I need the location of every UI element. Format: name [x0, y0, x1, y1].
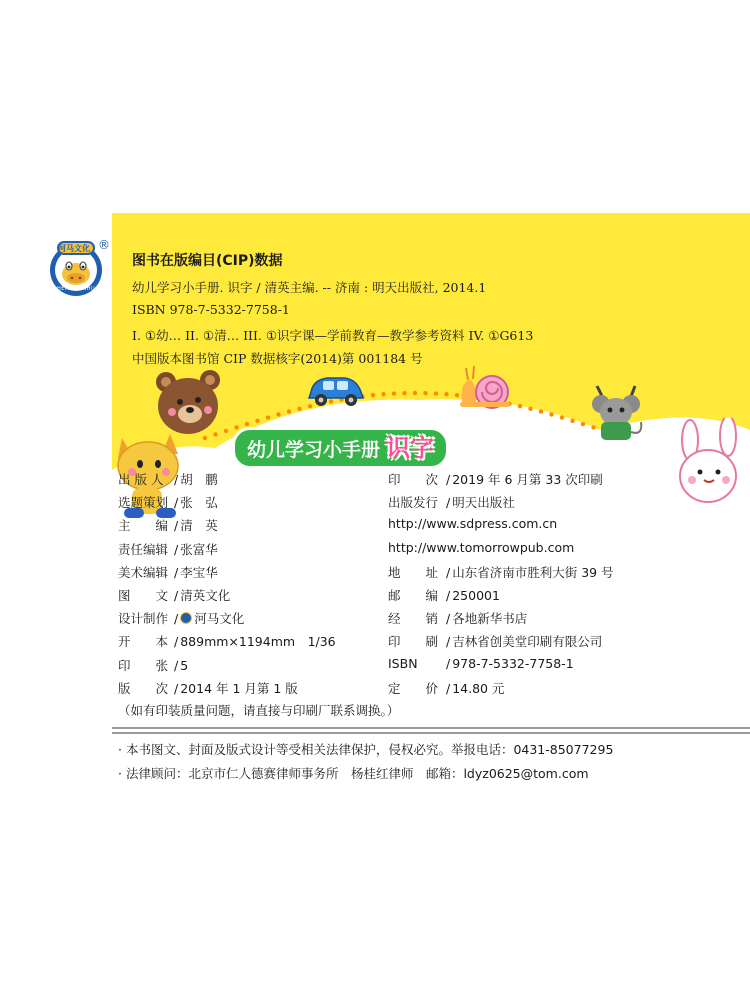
right-info-row	[388, 540, 574, 555]
legal-advisor-line: · 法律顾问：北京市仁人德赛律师事务所 杨桂红律师 邮箱：ldyz0625@tom.com	[118, 766, 589, 781]
cip-line-3: I. ①幼… II. ①清… III. ①识字课—学前教育—教学参考资料 IV. ①G613	[132, 328, 534, 343]
separator-slash: /	[174, 472, 179, 487]
left-info-label: 印 张	[118, 657, 169, 673]
decorative-dot	[287, 409, 291, 413]
logo-text: 河马文化	[58, 244, 90, 253]
car-illustration	[305, 372, 367, 408]
right-info-row	[388, 656, 574, 671]
left-info-label: 责任编辑	[118, 541, 169, 557]
separator-slash: /	[174, 495, 179, 511]
left-info-row	[118, 563, 218, 581]
hippo-mini-icon	[180, 612, 192, 624]
right-info-value: 978-7-5332-7758-1	[452, 655, 574, 671]
right-info-value: 吉林省创美堂印刷有限公司	[452, 634, 603, 650]
cip-line-1: 幼儿学习小手册. 识字 / 清英主编. -- 济南 : 明天出版社, 2014.1	[132, 280, 487, 295]
right-info-row	[388, 470, 603, 488]
cip-title: 图书在版编目(CIP)数据	[132, 253, 283, 269]
right-info-label: 地 址	[388, 564, 439, 580]
left-info-value: 河马文化	[194, 611, 245, 627]
separator-slash: /	[446, 472, 451, 487]
separator-slash: /	[174, 564, 179, 580]
separator-slash: /	[446, 564, 451, 580]
right-info-label: 经 销	[388, 611, 439, 627]
left-info-value: 胡 鹏	[180, 472, 218, 487]
left-info-label: 美术编辑	[118, 564, 169, 580]
right-info-value: 山东省济南市胜利大街 39 号	[452, 564, 614, 580]
right-info-label: 印 刷	[388, 634, 439, 650]
title-banner	[232, 427, 449, 469]
right-info-row	[388, 679, 504, 697]
left-info-value: 李宝华	[180, 564, 218, 580]
right-info-value: http://www.tomorrowpub.com	[388, 539, 575, 555]
decorative-dot	[528, 407, 532, 411]
decorative-dot	[402, 391, 406, 395]
decorative-dot	[434, 391, 438, 395]
publisher-logo	[44, 236, 120, 298]
banner-title: 幼儿学习小手册	[247, 439, 381, 461]
left-info-label: 出 版 人	[118, 472, 164, 487]
right-info-row	[388, 516, 557, 531]
right-info-value: 2019 年 6 月第 33 次印刷	[452, 472, 603, 487]
separator-slash: /	[446, 588, 451, 603]
left-info-label: 版 次	[118, 680, 169, 696]
rabbit-illustration	[668, 418, 750, 514]
decorative-dot	[560, 415, 564, 419]
decorative-dot	[266, 415, 270, 419]
right-info-row	[388, 493, 515, 511]
separator-slash: /	[446, 634, 451, 650]
separator-slash: /	[174, 680, 179, 696]
right-info-label: 邮 编	[388, 588, 439, 603]
left-info-row	[118, 586, 230, 604]
decorative-dot	[549, 412, 553, 416]
decorative-dot	[570, 419, 574, 423]
right-info-row	[388, 609, 527, 627]
right-info-row	[388, 632, 602, 650]
banner-highlight: 识字	[386, 434, 435, 462]
left-info-row	[118, 656, 188, 674]
left-info-value: 5	[180, 657, 189, 673]
separator-slash: /	[174, 518, 179, 534]
separator-slash: /	[446, 611, 451, 627]
separator-slash: /	[446, 495, 451, 511]
decorative-dot	[444, 392, 448, 396]
separator-slash: /	[174, 588, 179, 603]
right-info-label: 出版发行	[388, 495, 439, 511]
left-info-row	[118, 470, 218, 488]
left-info-row	[118, 493, 218, 511]
right-info-row	[388, 563, 614, 581]
decorative-dot	[423, 391, 427, 395]
left-info-label: 主 编	[118, 518, 169, 534]
decorative-dot	[234, 425, 238, 429]
separator-slash: /	[174, 541, 179, 557]
left-info-value: 清英文化	[180, 588, 231, 603]
decorative-dot	[371, 393, 375, 397]
decorative-dot	[224, 429, 228, 433]
right-info-label: 印 次	[388, 472, 439, 487]
cip-line-4: 中国版本图书馆 CIP 数据核字(2014)第 001184 号	[132, 351, 423, 366]
separator-slash: /	[174, 657, 179, 673]
copyright-line: · 本书图文、封面及版式设计等受相关法律保护，侵权必究。举报电话：0431-85077295	[118, 742, 614, 757]
right-info-value: 各地新华书店	[452, 611, 528, 627]
left-info-row	[118, 516, 218, 534]
left-info-row	[118, 609, 244, 627]
left-info-value: 张 弘	[180, 495, 218, 511]
right-info-row	[388, 586, 500, 604]
logo-ring-text: HEMAWENHUA	[57, 286, 100, 292]
separator-slash: /	[174, 611, 179, 627]
right-info-label: ISBN	[388, 655, 418, 671]
right-info-value: http://www.sdpress.com.cn	[388, 516, 558, 532]
cip-line-2: ISBN 978-7-5332-7758-1	[132, 302, 290, 317]
decorative-dot	[245, 422, 249, 426]
right-info-value: 250001	[452, 588, 500, 603]
left-info-value: 清 英	[180, 518, 218, 534]
decorative-dot	[413, 391, 417, 395]
decorative-dot	[297, 407, 301, 411]
right-info-label: 定 价	[388, 680, 439, 696]
left-info-label: 图 文	[118, 588, 169, 603]
left-info-label: 开 本	[118, 634, 169, 650]
left-info-value: 889mm×1194mm 1/36	[180, 634, 336, 650]
left-info-row	[118, 540, 218, 558]
decorative-dot	[255, 419, 259, 423]
left-info-row	[118, 632, 336, 650]
left-info-value: 张富华	[180, 541, 218, 557]
decorative-dot	[518, 404, 522, 408]
left-info-label: 设计制作	[118, 611, 169, 627]
left-info-row	[118, 679, 298, 697]
decorative-dot	[276, 412, 280, 416]
registered-mark: ®	[98, 238, 110, 252]
snail-illustration	[458, 362, 514, 410]
separator-slash: /	[446, 680, 451, 696]
quality-notice: （如有印装质量问题，请直接与印刷厂联系调换。）	[118, 703, 400, 718]
left-info-label: 选题策划	[118, 495, 169, 511]
separator-slash: /	[174, 634, 179, 650]
left-info-value: 2014 年 1 月第 1 版	[180, 680, 298, 696]
separator-slash: /	[446, 655, 451, 671]
decorative-dot	[392, 391, 396, 395]
right-info-value: 14.80 元	[452, 680, 505, 696]
right-info-value: 明天出版社	[452, 495, 515, 511]
decorative-dot	[539, 409, 543, 413]
mouse-illustration	[585, 382, 647, 444]
decorative-dot	[381, 392, 385, 396]
